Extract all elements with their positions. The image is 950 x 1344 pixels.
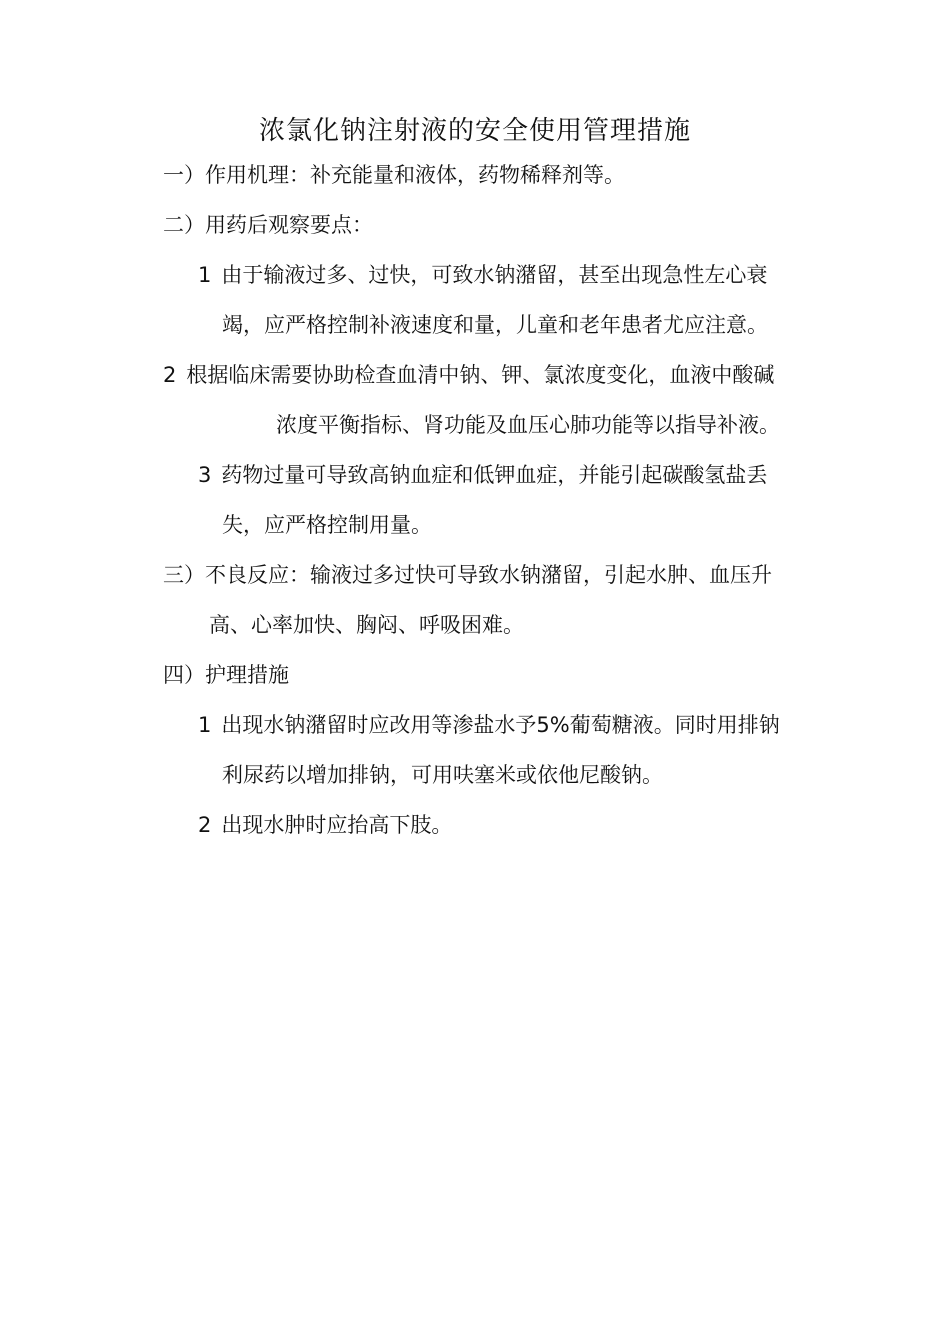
section-3-line-1: 三）不良反应：输液过多过快可导致水钠潴留，引起水肿、血压升 (163, 563, 772, 587)
section-2-item-3-line-2: 失，应严格控制用量。 (222, 513, 432, 537)
section-4-heading: 四）护理措施 (163, 663, 289, 687)
section-4-item-1-line-1 (198, 710, 780, 740)
section-2-item-3-line-1 (198, 460, 767, 490)
item-text: 根据临床需要协助检查血清中钠、钾、氯浓度变化，血液中酸碱 (186, 363, 775, 387)
section-4-item-2-line-1 (198, 810, 452, 840)
item-number: 3 (198, 463, 212, 487)
item-number: 2 (198, 813, 212, 837)
section-2-heading: 二）用药后观察要点： (163, 213, 373, 237)
section-2-item-2-line-1 (163, 360, 774, 390)
document-title: 浓氯化钠注射液的安全使用管理措施 (258, 116, 691, 146)
item-text: 由于输液过多、过快，可致水钠潴留，甚至出现急性左心衰 (221, 263, 768, 287)
section-4-item-1-line-2: 利尿药以增加排钠，可用呋塞米或依他尼酸钠。 (222, 763, 663, 787)
section-2-item-1-line-1 (198, 260, 767, 290)
item-text: 出现水肿时应抬高下肢。 (221, 813, 453, 837)
section-2-item-2-line-2: 浓度平衡指标、肾功能及血压心肺功能等以指导补液。 (276, 413, 780, 437)
item-number: 2 (163, 363, 177, 387)
item-text: 出现水钠潴留时应改用等渗盐水予5%葡萄糖液。同时用排钠 (221, 713, 780, 737)
item-number: 1 (198, 263, 212, 287)
item-text: 药物过量可导致高钠血症和低钾血症，并能引起碳酸氢盐丢 (221, 463, 768, 487)
section-3-line-2: 高、心率加快、胸闷、呼吸困难。 (209, 613, 524, 637)
item-number: 1 (198, 713, 212, 737)
section-1-heading: 一）作用机理：补充能量和液体，药物稀释剂等。 (163, 163, 625, 187)
section-2-item-1-line-2: 竭，应严格控制补液速度和量，儿童和老年患者尤应注意。 (222, 313, 768, 337)
